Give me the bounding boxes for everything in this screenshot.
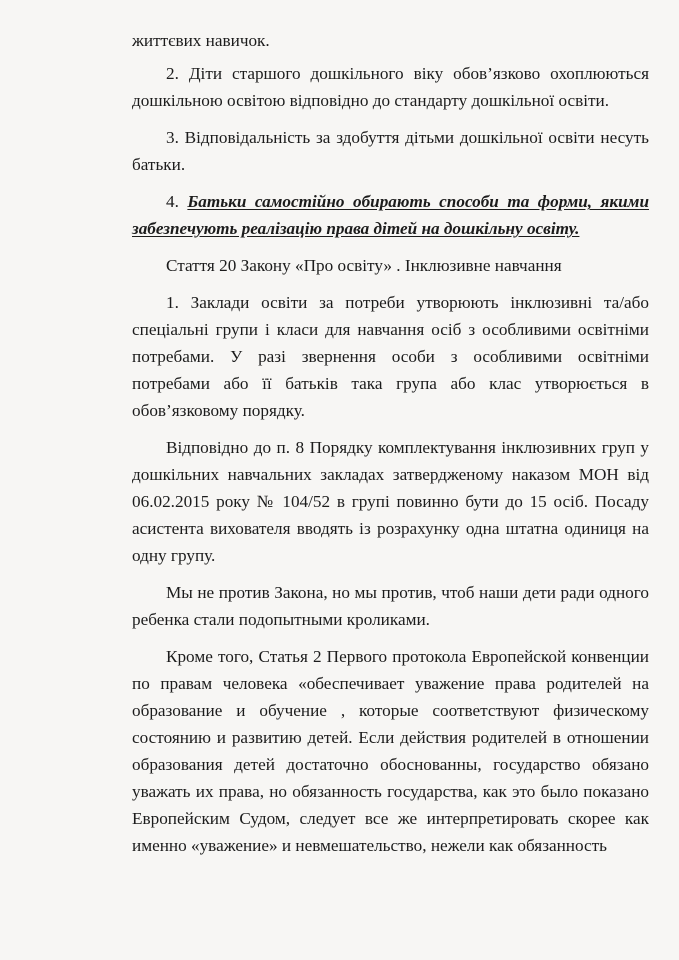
paragraph-order-reference: Відповідно до п. 8 Порядку комплектування інклюзивних груп у дошкільних навчальних закладах затвердженому наказом МОН від 06.02.2015 року № 104/52 в групі повинно бути до 15 осіб. Посаду асистента вихователя вводять із розрахунку одна штатна одиниця на одну групу. xyxy=(132,438,649,565)
paragraph-item-4 xyxy=(132,188,649,242)
paragraph-continuation: життєвих навичок. xyxy=(132,31,270,50)
paragraph-item-3: 3. Відповідальність за здобуття дітьми дошкільної освіти несуть батьки. xyxy=(132,128,649,174)
paragraph-item-2: 2. Діти старшого дошкільного віку обов’язково охоплюються дошкільною освітою відповідно до стандарту дошкільної освіти. xyxy=(132,64,649,110)
paragraph-position-statement: Мы не против Закона, но мы против, чтоб наши дети ради одного ребенка стали подопытными кроликами. xyxy=(132,583,649,629)
article-heading: Стаття 20 Закону «Про освіту» . Інклюзивне навчання xyxy=(166,256,562,275)
item-4-number: 4. xyxy=(166,192,188,211)
paragraph-article-20-point-1: 1. Заклади освіти за потреби утворюють інклюзивні та/або спеціальні групи і класи для навчання осіб з особливими освітніми потребами. У разі звернення особи з особливими освітніми потребами або її батьків така група або клас утворюється в обов’язковому порядку. xyxy=(132,293,649,420)
item-4-emphasized-text: Батьки самостійно обирають способи та форми, якими забезпечують реалізацію права дітей на дошкільну освіту. xyxy=(132,192,650,238)
paragraph-european-convention: Кроме того, Статья 2 Первого протокола Европейской конвенции по правам человека «обеспечивает уважение права родителей на образование и обучение , которые соответствуют физическому состоянию и развитию детей. Если действия родителей в отношении образования детей достаточно обоснованны, государство обязано уважать их права, но обязанность государства, как это было показано Европейским Судом, следует все же интерпретировать скорее как именно «уважение» и невмешательство, нежели как обязанность xyxy=(132,647,649,855)
